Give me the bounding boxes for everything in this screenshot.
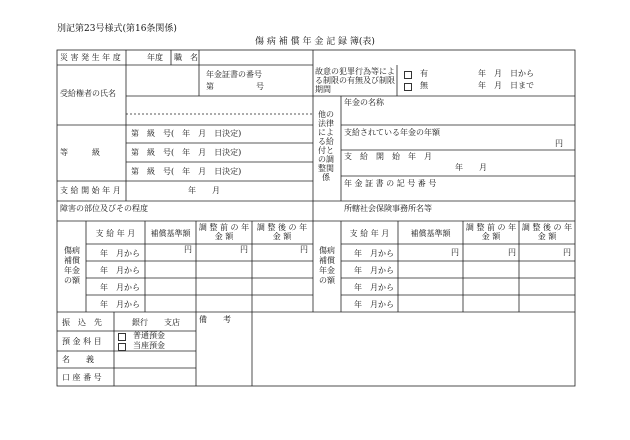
ordinary-label: 普通預金 <box>133 331 165 340</box>
row-label: 年 月から <box>100 283 140 292</box>
col-header: 支 給 年 月 <box>95 229 136 238</box>
ordinary-checkbox[interactable] <box>118 333 126 341</box>
office-label: 所轄社会保険事務所名等 <box>344 204 432 213</box>
job-label: 職 名 <box>174 53 198 62</box>
col-header: 支 給 年 月 <box>349 229 390 238</box>
year-suffix: 年度 <box>147 53 163 62</box>
pension-amount-yen: 円 <box>555 139 563 148</box>
yen-mark: 円 <box>508 248 516 257</box>
cert-number-label: 年金証書の番号 <box>206 70 262 79</box>
start-value: 年 月 <box>455 163 487 172</box>
recipient-name-label: 受給権者の氏名 <box>60 89 116 98</box>
row-label: 年 月から <box>354 266 394 275</box>
col-header: 補償基準額 <box>410 229 451 238</box>
current-checkbox[interactable] <box>118 343 126 351</box>
payment-start-value: 年 月 <box>188 186 220 195</box>
pension-amount-label: 支給されている年金の年額 <box>344 128 440 137</box>
yen-mark: 円 <box>563 248 571 257</box>
disaster-year-label: 災 害 発 生 年 度 <box>60 53 121 62</box>
option-yes: 有 <box>420 69 428 78</box>
account-type-label: 預 金 科 目 <box>62 337 102 346</box>
col-header: 調 整 後 の 年 金 額 <box>521 223 573 241</box>
row-label: 年 月から <box>354 283 394 292</box>
amount-side-label: 傷病補償年金の額 <box>319 246 335 285</box>
no-checkbox[interactable] <box>404 83 412 91</box>
yen-mark: 円 <box>184 245 192 254</box>
yen-mark: 円 <box>451 248 459 257</box>
grade-label: 等 級 <box>60 148 100 157</box>
grade-row: 第 級 号( 年 月 日決定) <box>131 148 242 157</box>
restriction-label: 故意の犯罪行為等による制限の有無及び制限期間 <box>315 67 395 94</box>
pension-name-label: 年金の名称 <box>344 98 384 107</box>
notes-label: 備 考 <box>199 315 231 324</box>
form-id: 別記第23号様式(第16条関係) <box>57 24 177 34</box>
restriction-from: 年 月 日から <box>478 69 534 78</box>
bank-branch: 銀行 支店 <box>132 318 180 327</box>
account-no-label: 口 座 番 号 <box>62 373 102 382</box>
row-label: 年 月から <box>100 266 140 275</box>
injury-label: 障害の部位及びその程度 <box>60 204 148 213</box>
row-label: 年 月から <box>354 300 394 309</box>
other-law-label: 他の法律による給付との調整関係 <box>318 110 334 182</box>
row-label: 年 月から <box>354 249 394 258</box>
amount-side-label: 傷病補償年金の額 <box>64 246 80 285</box>
option-no: 無 <box>420 81 428 90</box>
col-header: 調 整 後 の 年 金 額 <box>256 223 308 241</box>
yen-mark: 円 <box>300 245 308 254</box>
payment-start-label: 支 給 開 始 年 月 <box>60 186 121 195</box>
holder-name-label: 名 義 <box>62 355 94 364</box>
cert-number-prefix: 第 <box>206 82 214 91</box>
col-header: 調 整 前 の 年 金 額 <box>198 223 250 241</box>
row-label: 年 月から <box>100 249 140 258</box>
restriction-to: 年 月 日まで <box>478 81 534 90</box>
grade-row: 第 級 号( 年 月 日決定) <box>131 167 242 176</box>
grade-row: 第 級 号( 年 月 日決定) <box>131 129 242 138</box>
cert-number-suffix: 号 <box>256 82 264 91</box>
form-title: 傷 病 補 償 年 金 記 録 簿(表) <box>255 37 375 47</box>
row-label: 年 月から <box>100 300 140 309</box>
start-label: 支 給 開 始 年 月 <box>344 152 432 161</box>
col-header: 補償基準額 <box>150 229 191 238</box>
col-header: 調 整 前 の 年 金 額 <box>465 223 517 241</box>
cert-no-label: 年 金 証 書 の 記 号 番 号 <box>344 179 437 188</box>
yen-mark: 円 <box>240 245 248 254</box>
yes-checkbox[interactable] <box>404 71 412 79</box>
current-label: 当座預金 <box>133 341 165 350</box>
transfer-label: 振 込 先 <box>62 318 102 327</box>
